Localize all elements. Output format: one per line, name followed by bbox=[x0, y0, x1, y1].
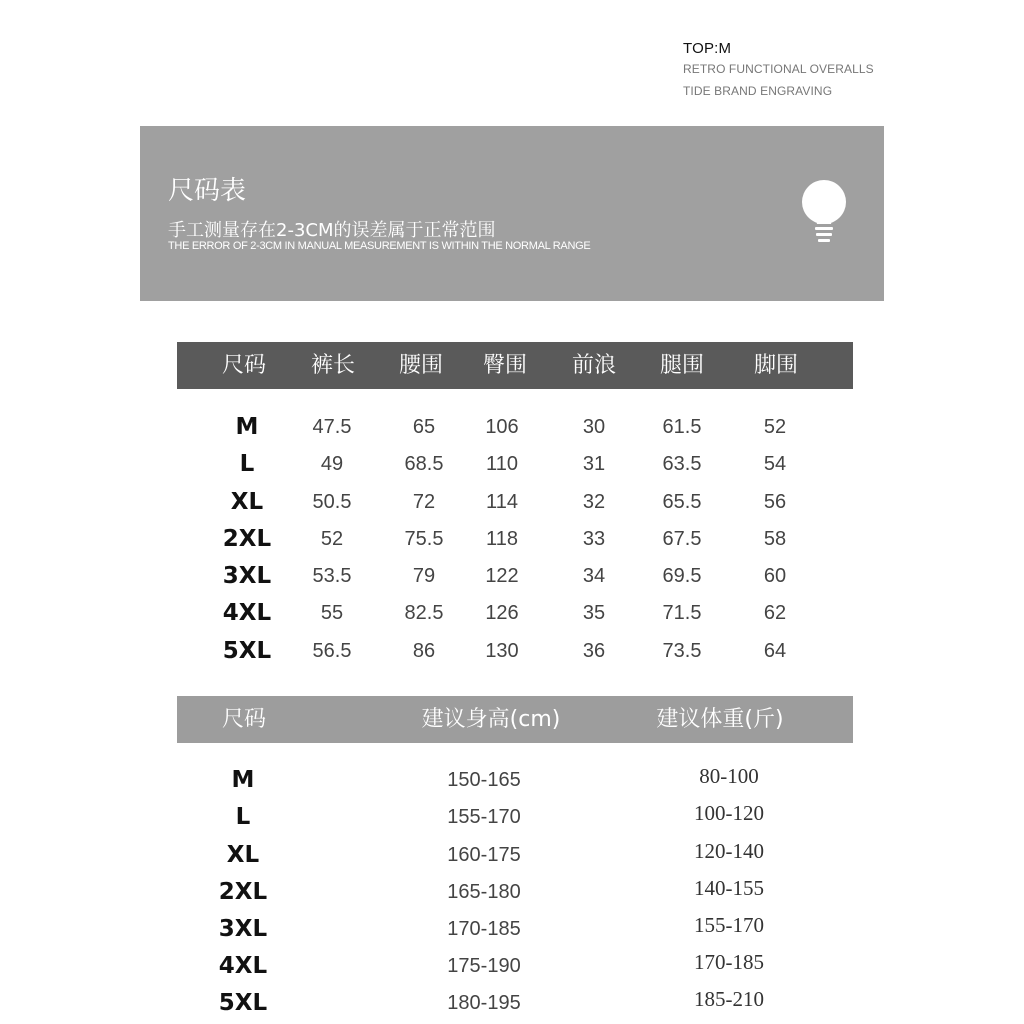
brand-line-1: RETRO FUNCTIONAL OVERALLS bbox=[683, 62, 874, 76]
weight-range-cell: 80-100 bbox=[699, 764, 759, 788]
measure-cell: 61.5 bbox=[662, 416, 702, 438]
measure-cell: 69.5 bbox=[662, 565, 702, 587]
fit-header-cell: 建议体重(斤) bbox=[656, 707, 784, 732]
fit-table-header bbox=[177, 696, 853, 743]
measure-header-cell: 前浪 bbox=[571, 353, 617, 378]
measure-cell: 56 bbox=[763, 491, 787, 513]
measure-cell: 110 bbox=[486, 453, 518, 475]
measure-cell: 60 bbox=[763, 565, 787, 587]
measure-cell: 56.5 bbox=[312, 640, 352, 662]
measure-cell: 62 bbox=[763, 602, 787, 624]
measure-cell: 72 bbox=[412, 491, 436, 513]
measure-cell: 47.5 bbox=[312, 416, 352, 438]
measure-header-cell: 尺码 bbox=[221, 353, 267, 378]
measure-cell: 30 bbox=[582, 416, 606, 438]
measure-cell: 71.5 bbox=[662, 602, 702, 624]
measure-cell: 73.5 bbox=[662, 640, 702, 662]
table-row bbox=[0, 951, 1024, 981]
measure-cell: 35 bbox=[582, 602, 606, 624]
size-label: L bbox=[239, 451, 255, 477]
size-label: 3XL bbox=[222, 563, 272, 589]
measure-cell: 118 bbox=[486, 528, 518, 550]
measure-cell: 53.5 bbox=[312, 565, 352, 587]
measure-header-cell: 裤长 bbox=[310, 353, 356, 378]
measure-header-cell: 腿围 bbox=[659, 353, 705, 378]
size-label: M bbox=[231, 767, 255, 793]
size-label: 4XL bbox=[218, 953, 268, 979]
measure-cell: 67.5 bbox=[662, 528, 702, 550]
measure-cell: 106 bbox=[485, 416, 519, 438]
size-label: 4XL bbox=[222, 600, 272, 626]
fit-header-cell: 尺码 bbox=[221, 707, 267, 732]
table-row bbox=[0, 412, 1024, 442]
banner-note-en: THE ERROR OF 2-3CM IN MANUAL MEASUREMENT IS WITHIN THE NORMAL RANGE bbox=[168, 240, 591, 252]
weight-range-cell: 185-210 bbox=[694, 987, 764, 1011]
table-row bbox=[0, 524, 1024, 554]
size-label: L bbox=[235, 804, 251, 830]
measure-cell: 122 bbox=[485, 565, 519, 587]
measure-cell: 65 bbox=[412, 416, 436, 438]
measure-cell: 130 bbox=[485, 640, 519, 662]
height-range-cell: 155-170 bbox=[447, 806, 521, 828]
measure-cell: 58 bbox=[763, 528, 787, 550]
measure-cell: 36 bbox=[582, 640, 606, 662]
measure-cell: 31 bbox=[582, 453, 606, 475]
height-range-cell: 180-195 bbox=[447, 992, 521, 1014]
table-row bbox=[0, 877, 1024, 907]
table-row bbox=[0, 765, 1024, 795]
weight-range-cell: 140-155 bbox=[694, 876, 764, 900]
measure-cell: 86 bbox=[412, 640, 436, 662]
size-label: 2XL bbox=[222, 526, 272, 552]
weight-range-cell: 120-140 bbox=[694, 839, 764, 863]
banner-title: 尺码表 bbox=[168, 176, 247, 206]
weight-range-cell: 170-185 bbox=[694, 950, 764, 974]
fit-header-cell: 建议身高(cm) bbox=[421, 707, 561, 732]
measure-cell: 64 bbox=[763, 640, 787, 662]
measure-cell: 34 bbox=[582, 565, 606, 587]
size-label: XL bbox=[226, 842, 260, 868]
height-range-cell: 170-185 bbox=[447, 918, 521, 940]
measure-header-cell: 脚围 bbox=[753, 353, 799, 378]
table-row bbox=[0, 561, 1024, 591]
weight-range-cell: 155-170 bbox=[694, 913, 764, 937]
table-row bbox=[0, 914, 1024, 944]
measure-header-cell: 臀围 bbox=[482, 353, 528, 378]
measure-cell: 33 bbox=[582, 528, 606, 550]
banner-note-cn: 手工测量存在2-3CM的误差属于正常范围 bbox=[168, 220, 496, 241]
brand-line-2: TIDE BRAND ENGRAVING bbox=[683, 84, 833, 98]
height-range-cell: 165-180 bbox=[447, 881, 521, 903]
brand-block bbox=[683, 40, 874, 98]
brand-top-label: TOP:M bbox=[683, 40, 732, 57]
weight-range-cell: 100-120 bbox=[694, 801, 764, 825]
size-label: 5XL bbox=[218, 990, 268, 1016]
size-label: 2XL bbox=[218, 879, 268, 905]
measure-table-header bbox=[177, 342, 853, 389]
table-row bbox=[0, 988, 1024, 1018]
measure-cell: 55 bbox=[320, 602, 344, 624]
measure-cell: 32 bbox=[582, 491, 606, 513]
measure-cell: 52 bbox=[763, 416, 787, 438]
measure-cell: 54 bbox=[763, 453, 787, 475]
table-row bbox=[0, 802, 1024, 832]
measure-cell: 79 bbox=[412, 565, 436, 587]
height-range-cell: 160-175 bbox=[447, 844, 521, 866]
measure-cell: 50.5 bbox=[312, 491, 352, 513]
table-row bbox=[0, 487, 1024, 517]
lightbulb-icon bbox=[796, 178, 852, 246]
table-row bbox=[0, 449, 1024, 479]
measure-cell: 63.5 bbox=[662, 453, 702, 475]
height-range-cell: 150-165 bbox=[447, 769, 521, 791]
table-row bbox=[0, 636, 1024, 666]
size-label: 5XL bbox=[222, 638, 272, 664]
size-label: M bbox=[235, 414, 259, 440]
measure-cell: 82.5 bbox=[404, 602, 444, 624]
table-row bbox=[0, 598, 1024, 628]
measure-cell: 114 bbox=[486, 491, 518, 513]
measure-cell: 75.5 bbox=[404, 528, 444, 550]
measure-cell: 65.5 bbox=[662, 491, 702, 513]
measure-cell: 126 bbox=[485, 602, 519, 624]
size-label: XL bbox=[230, 489, 264, 515]
measure-cell: 68.5 bbox=[404, 453, 444, 475]
size-chart-banner bbox=[140, 126, 884, 301]
measure-header-cell: 腰围 bbox=[398, 353, 444, 378]
size-label: 3XL bbox=[218, 916, 268, 942]
measure-cell: 52 bbox=[320, 528, 344, 550]
height-range-cell: 175-190 bbox=[447, 955, 521, 977]
table-row bbox=[0, 840, 1024, 870]
measure-cell: 49 bbox=[320, 453, 344, 475]
